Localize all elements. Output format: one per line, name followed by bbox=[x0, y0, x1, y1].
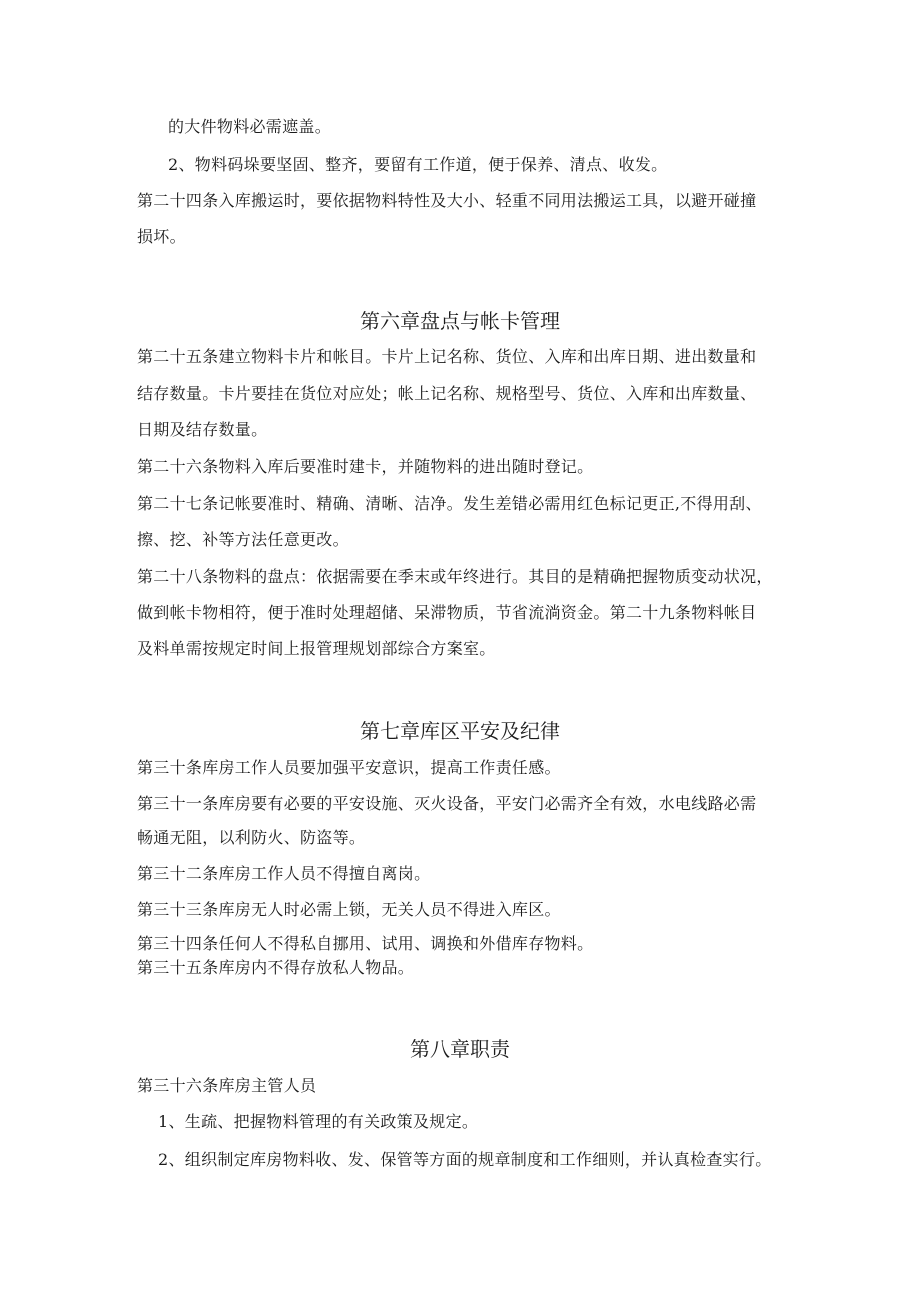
chapter-7-heading: 第七章库区平安及纪律 bbox=[360, 719, 560, 743]
chapter-6-heading: 第六章盘点与帐卡管理 bbox=[360, 309, 560, 333]
article-29-line: 及料单需按规定时间上报管理规划部综合方案室。 bbox=[137, 639, 496, 658]
article-36-line: 第三十六条库房主管人员 bbox=[137, 1076, 317, 1095]
article-27-line-2: 擦、挖、补等方法任意更改。 bbox=[137, 530, 349, 549]
chapter-8-heading: 第八章职责 bbox=[410, 1037, 510, 1061]
article-25-line-3: 日期及结存数量。 bbox=[137, 420, 268, 439]
article-34-line: 第三十四条任何人不得私自挪用、试用、调换和外借库存物料。 bbox=[137, 934, 594, 953]
article-26-line: 第二十六条物料入库后要准时建卡，并随物料的进出随时登记。 bbox=[137, 457, 594, 476]
article-32-line: 第三十二条库房工作人员不得擅自离岗。 bbox=[137, 864, 431, 883]
article-27-line-1: 第二十七条记帐要准时、精确、清晰、洁净。发生差错必需用红色标记更正,不得用刮、 bbox=[137, 494, 762, 513]
article-24-line-1: 第二十四条入库搬运时，要依据物料特性及大小、轻重不同用法搬运工具，以避开碰撞 bbox=[137, 191, 757, 210]
article-24-line-2: 损坏。 bbox=[137, 227, 186, 246]
article-33-line: 第三十三条库房无人时必需上锁，无关人员不得进入库区。 bbox=[137, 900, 561, 919]
article-30-line: 第三十条库房工作人员要加强平安意识，提高工作责任感。 bbox=[137, 758, 561, 777]
duty-item-2: 2、组织制定库房物料收、发、保管等方面的规章制度和工作细则，并认真检查实行。 bbox=[158, 1150, 772, 1169]
paragraph-line: 2、物料码垛要坚固、整齐，要留有工作道，便于保养、清点、收发。 bbox=[168, 155, 668, 174]
article-25-line-1: 第二十五条建立物料卡片和帐目。卡片上记名称、货位、入库和出库日期、进出数量和 bbox=[137, 347, 757, 366]
duty-item-1: 1、生疏、把握物料管理的有关政策及规定。 bbox=[158, 1112, 479, 1131]
article-25-line-2: 结存数量。卡片要挂在货位对应处；帐上记名称、规格型号、货位、入库和出库数量、 bbox=[137, 384, 757, 403]
paragraph-line: 的大件物料必需遮盖。 bbox=[168, 117, 332, 136]
article-31-line-1: 第三十一条库房要有必要的平安设施、灭火设备，平安门必需齐全有效，水电线路必需 bbox=[137, 794, 757, 813]
article-35-line: 第三十五条库房内不得存放私人物品。 bbox=[137, 958, 415, 977]
article-28-line-2: 做到帐卡物相符，便于准时处理超储、呆滞物质，节省流淌资金。第二十九条物料帐目 bbox=[137, 603, 757, 622]
article-31-line-2: 畅通无阻，以利防火、防盗等。 bbox=[137, 828, 366, 847]
article-28-line-1: 第二十八条物料的盘点：依据需要在季末或年终进行。其目的是精确把握物质变动状况， bbox=[137, 567, 773, 586]
